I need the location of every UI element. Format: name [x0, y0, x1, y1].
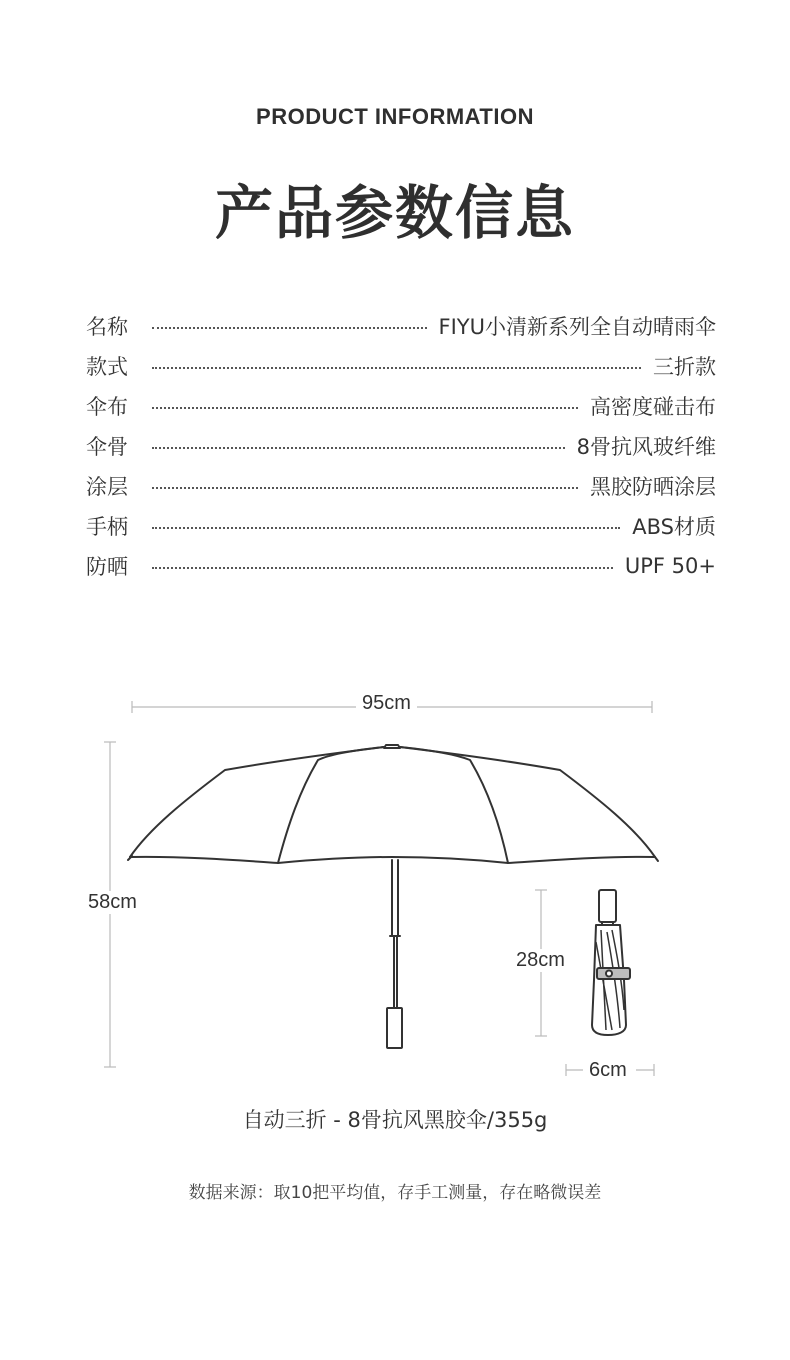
dotted-leader: [152, 447, 565, 449]
spec-label: 涂层: [86, 475, 128, 499]
spec-list: [86, 306, 716, 586]
data-source-note: 数据来源：取10把平均值，存手工测量，存在略微误差: [188, 1183, 602, 1203]
dotted-leader: [152, 367, 641, 369]
product-caption: 自动三折 - 8骨抗风黑胶伞/355g: [242, 1108, 548, 1132]
spec-row-ribs: [86, 426, 716, 466]
open-umbrella-icon: [128, 745, 658, 1048]
spec-value: 三折款: [653, 355, 716, 379]
dotted-leader: [152, 487, 578, 489]
spec-label: 手柄: [86, 515, 128, 539]
spec-value: 高密度碰击布: [590, 395, 716, 419]
spec-row-handle: [86, 506, 716, 546]
spec-label: 名称: [86, 315, 128, 339]
spec-value: 黑胶防晒涂层: [590, 475, 716, 499]
spec-value: FIYU小清新系列全自动晴雨伞: [438, 315, 716, 339]
folded-length-label: 28cm: [510, 949, 571, 972]
folded-width-label: 6cm: [583, 1059, 633, 1082]
spec-row-fabric: [86, 386, 716, 426]
dotted-leader: [152, 567, 613, 569]
spec-label: 伞骨: [86, 435, 128, 459]
spec-row-style: [86, 346, 716, 386]
spec-row-name: [86, 306, 716, 346]
spec-value: UPF 50+: [624, 554, 716, 578]
spec-label: 伞布: [86, 395, 128, 419]
open-height-label: 58cm: [82, 891, 143, 914]
dotted-leader: [152, 327, 427, 329]
spec-value: ABS材质: [632, 515, 716, 539]
spec-row-sunproof: [86, 546, 716, 586]
dotted-leader: [152, 407, 578, 409]
spec-value: 8骨抗风玻纤维: [576, 435, 716, 459]
dotted-leader: [152, 527, 620, 529]
spec-label: 防晒: [86, 555, 128, 579]
section-subtitle: PRODUCT INFORMATION: [256, 104, 534, 129]
page-title: 产品参数信息: [214, 179, 575, 247]
umbrella-illustration: [0, 680, 790, 1080]
spec-row-coating: [86, 466, 716, 506]
umbrella-dimension-diagram: [0, 680, 790, 1080]
folded-umbrella-icon: [592, 890, 630, 1035]
open-width-label: 95cm: [356, 692, 417, 715]
spec-label: 款式: [86, 355, 128, 379]
